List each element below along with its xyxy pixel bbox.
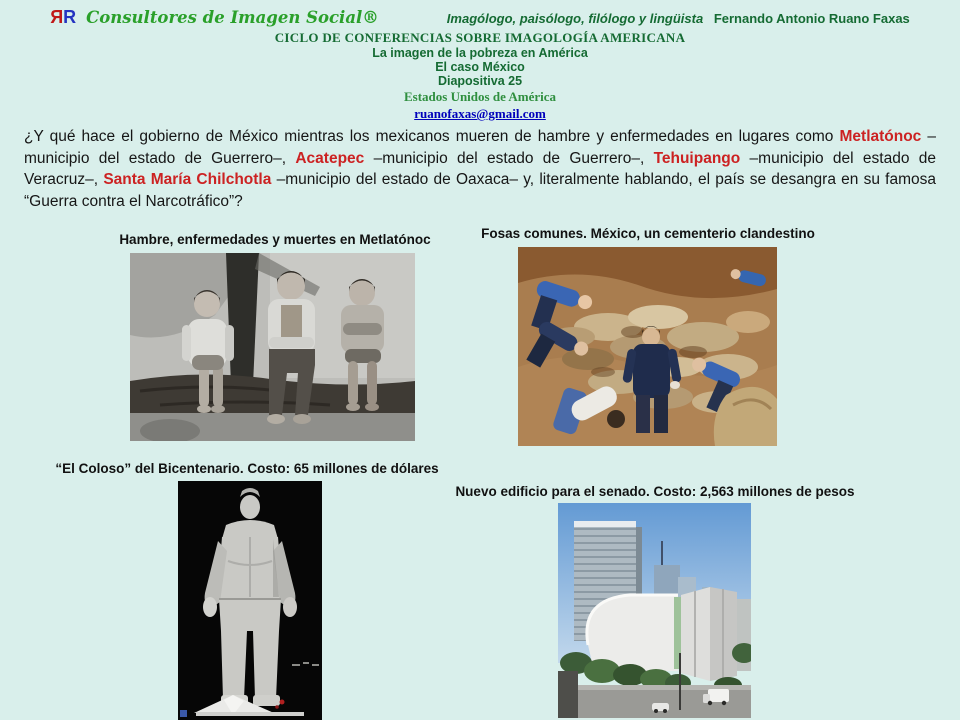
email-link[interactable]: ruanofaxas@gmail.com: [414, 106, 546, 121]
statue-night-illustration: [178, 481, 322, 720]
figure-caption-senado: Nuevo edificio para el senado. Costo: 2,563 millones de pesos: [455, 484, 855, 499]
place-name-metlatonoc: Metlatónoc: [839, 128, 922, 145]
logo-letter-r: R: [63, 7, 77, 27]
paragraph-segment: –municipio del estado de Veracruz–,: [24, 149, 936, 188]
author-credentials: [447, 11, 910, 26]
slide-number: Diapositiva 25: [437, 74, 523, 88]
lead-paragraph: [24, 126, 936, 212]
logo-letter-ya: Я: [50, 7, 64, 27]
author-name: Fernando Antonio Ruano Faxas: [713, 11, 910, 26]
paragraph-segment: –municipio del estado de Guerrero–,: [24, 128, 937, 167]
paragraph-segment: –municipio del estado de Guerrero–,: [364, 149, 654, 167]
coloso-statue-photo: [178, 481, 322, 720]
figure-caption-fosas: Fosas comunes. México, un cementerio clandestino: [481, 226, 815, 241]
place-name-santa-maria-chilchotla: Santa María Chilchotla: [103, 171, 272, 188]
company-logo: [50, 7, 76, 28]
slide-header: [0, 7, 960, 123]
company-name: Consultores de Imagen Social®: [86, 8, 379, 27]
place-name-tehuipango: Tehuipango: [653, 149, 741, 167]
mass-grave-photo: [518, 247, 777, 446]
mass-grave-illustration: [518, 247, 777, 446]
paragraph-segment: ¿Y qué hace el gobierno de México mientras los mexicanos mueren de hambre y enfermedades en lugares como: [24, 128, 840, 145]
topic-line: La imagen de la pobreza en América: [372, 46, 588, 60]
senate-building-illustration: [558, 503, 751, 718]
figure-caption-coloso: “El Coloso” del Bicentenario. Costo: 65 millones de dólares: [55, 461, 439, 476]
figure-caption-metlatonoc: Hambre, enfermedades y muertes en Metlatónoc: [119, 232, 431, 247]
paragraph-segment: –municipio del estado de Oaxaca– y, literalmente hablando, el país se desangra en su famosa “Guerra contra el Narcotráfico”?: [24, 171, 937, 210]
place-name-acatepec: Acatepec: [295, 149, 365, 167]
conference-series-title: CICLO DE CONFERENCIAS SOBRE IMAGOLOGÍA AMERICANA: [274, 30, 686, 45]
country-line: Estados Unidos de América: [403, 89, 557, 104]
metlatonoc-children-photo: [130, 253, 415, 441]
case-line: El caso México: [435, 60, 525, 74]
brand-line: [0, 7, 960, 28]
angular-blocks: [674, 587, 751, 681]
senate-building-photo: [558, 503, 751, 718]
children-on-log-illustration: [130, 253, 415, 441]
credentials-text: Imagólogo, paisólogo, filólogo y lingüista: [446, 11, 704, 26]
